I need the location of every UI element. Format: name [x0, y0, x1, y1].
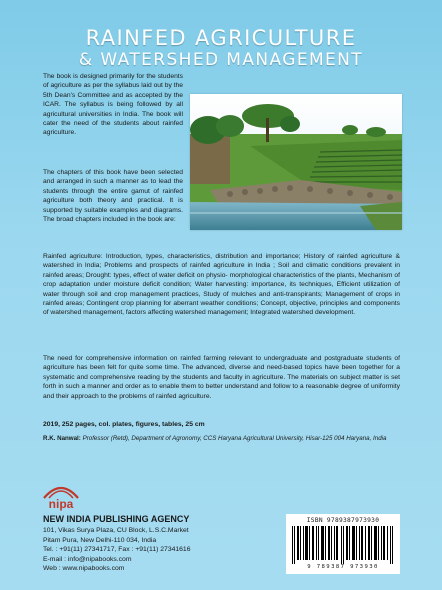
watershed-photo — [190, 94, 402, 230]
publisher-name: NEW INDIA PUBLISHING AGENCY — [43, 514, 190, 524]
author-name: R.K. Nanwal: — [43, 435, 81, 442]
publisher-email: E-mail : info@nipabooks.com — [43, 555, 132, 563]
author-details: Professor (Retd), Department of Agronomy, CCS Haryana Agricultural University, Hisar-125 004 Haryana, India — [82, 435, 387, 442]
nipa-logo — [40, 480, 82, 512]
title-line-2: & WATERSHED MANAGEMENT — [78, 50, 364, 71]
book-specs: 2019, 252 pages, col. plates, figures, tables, 25 cm — [43, 421, 205, 428]
intro-paragraph: The book is designed primarily for the students of agriculture as per the syllabus laid out by the 5th Dean's Committee and as accepted by the ICAR. The syllabus is being followed by all agricultural universities in India. The book will cater the need of the students about rainfed agriculture. — [43, 73, 183, 137]
topics-paragraph: Rainfed agriculture: Introduction, types, characteristics, distribution and importance; History of rainfed agriculture & watershed in India; Problems and prospects of rainfed agriculture in India ; Soil and climatic conditions prevalent in rainfed areas; Drought: types, effect of water deficit on physio- morphological characteristics of the plants, Mechanism of crop adaptation under moisture deficit condition; Water harvesting: importance, its techniques, Efficient utilization of water through soil and crop management practices, Study of mulches and anti-transpirants; Management of crops in rainfed areas; Contingent crop planning for aberrant weather conditions; Concept, objective, principles and components of watershed management, factors affecting watershed management; Integrated watershed development. — [43, 253, 400, 317]
publisher-web: Web : www.nipabooks.com — [43, 565, 125, 573]
landscape-image — [190, 94, 402, 230]
logo-text: nipa — [48, 497, 74, 511]
barcode-digits: 9 789387 973930 — [307, 564, 379, 570]
publisher-address-1: 101, Vikas Surya Plaza, CU Block, L.S.C.Market — [43, 527, 189, 534]
publisher-info — [43, 514, 191, 574]
barcode-icon — [290, 526, 396, 564]
publisher-address-2: Pitam Pura, New Delhi-110 034, India — [43, 536, 157, 544]
need-paragraph: The need for comprehensive information on rainfed farming relevant to undergraduate and postgraduate students of agriculture has been felt for quite some time. The advanced, diverse and need-based topics have been together for a systematic and comprehensive reading by the students and faculty in agriculture. The materials on subject matter is set forth in such a manner and order as to enable them to better understand and follow to a reasonable degree of uniformity and their approach to the problems of rainfed agriculture. — [43, 355, 400, 400]
author-info — [43, 434, 400, 443]
publisher-phone: Tel. : +91(11) 27341717, Fax : +91(11) 27341616 — [43, 546, 191, 554]
chapters-paragraph: The chapters of this book have been selected and arranged in such a manner as to lead the students through the entire gamut of rainfed agriculture both theory and practical. It is supported by suitable examples and diagrams. The broad chapters included in the book are: — [43, 169, 183, 224]
isbn-number: ISBN 9789387973930 — [306, 517, 380, 524]
book-title — [0, 27, 442, 71]
isbn-barcode — [286, 514, 400, 574]
title-line-1: RAINFED AGRICULTURE — [85, 26, 357, 51]
